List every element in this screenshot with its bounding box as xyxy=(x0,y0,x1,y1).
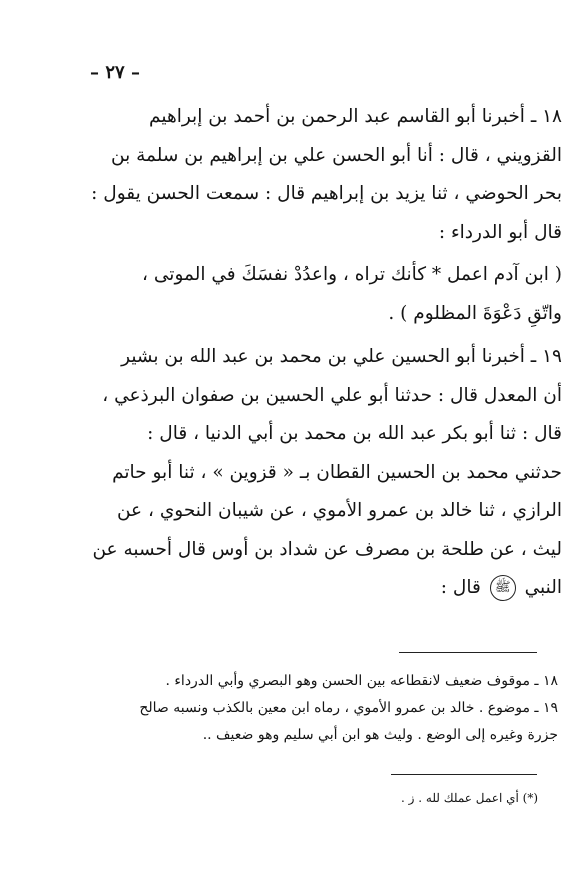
page-number: – ٢٧ – xyxy=(90,62,140,83)
hadith-19-line-5: الرازي ، ثنا خالد بن عمرو الأموي ، عن شيبان النحوي ، عن xyxy=(116,500,562,521)
hadith-19-line-2: أن المعدل قال : حدثنا أبو علي الحسين بن صفوان البرذعي ، xyxy=(102,384,562,406)
footnote-19-line-1: ١٩ ـ موضوع . خالد بن عمرو الأموي ، رماه ابن معين بالكذب ونسبه صالح xyxy=(139,700,558,716)
hadith-19-line-3: قال : ثنا أبو بكر عبد الله بن محمد بن أبي الدنيا ، قال : xyxy=(147,423,562,444)
hadith-19-line-6: ليث ، عن طلحة بن مصرف عن شداد بن أوس قال أحسبه عن xyxy=(92,538,562,560)
hadith-18-quote-line-1: ( ابن آدم اعمل * كأنك تراه ، واعدُدْ نفسَكَ في الموتى ، xyxy=(142,264,562,285)
main-text xyxy=(40,98,562,608)
hadith-19-line-1: ١٩ ـ أخبرنا أبو الحسين علي بن محمد بن عبد الله بن بشير xyxy=(121,346,562,367)
hadith-19-qala: قال : xyxy=(440,577,481,598)
footnote-18: ١٨ ـ موقوف ضعيف لانقطاعه بين الحسن وهو البصري وأبي الدرداء . xyxy=(165,673,558,689)
footnote-19-line-2: جزرة وغيره إلى الوضع . وليث هو ابن أبي سليم وهو ضعيف .. xyxy=(202,727,558,743)
hadith-18-quote-line-2: واتّقِ دَعْوَةَ المظلوم ) . xyxy=(388,302,562,324)
salla-honorific-symbol: ﷺ xyxy=(490,575,516,601)
hadith-18-line-4: قال أبو الدرداء : xyxy=(438,221,562,243)
footnotes xyxy=(46,668,558,749)
hadith-18-line-1: ١٨ ـ أخبرنا أبو القاسم عبد الرحمن بن أحمد بن إبراهيم xyxy=(149,106,562,127)
hadith-18-line-2: القزويني ، قال : أنا أبو الحسن علي بن إبراهيم بن سلمة بن xyxy=(110,144,562,166)
hadith-19-prophet-word: النبي xyxy=(524,577,562,598)
hadith-19-line-7 xyxy=(40,569,562,608)
hadith-18-line-3: بحر الحوضي ، ثنا يزيد بن إبراهيم قال : سمعت الحسن يقول : xyxy=(91,183,562,204)
footnote-divider xyxy=(399,652,537,653)
footnote-star-divider xyxy=(391,774,537,775)
footnote-star: (*) أي اعمل عملك لله . ز . xyxy=(401,791,538,805)
hadith-19-line-4: حدثني محمد بن الحسين القطان بـ « قزوين » ، ثنا أبو حاتم xyxy=(112,461,562,483)
